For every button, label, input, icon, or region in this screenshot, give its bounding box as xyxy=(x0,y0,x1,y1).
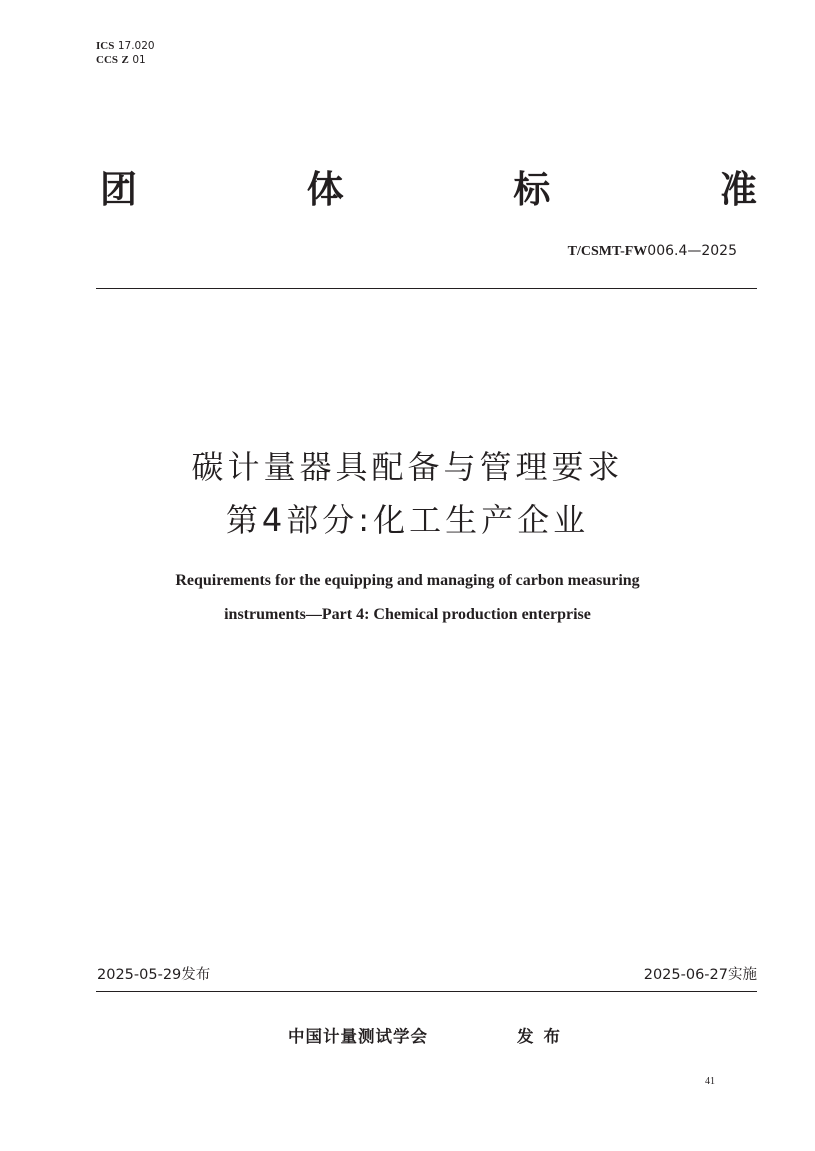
standard-number xyxy=(568,242,737,261)
footer-divider xyxy=(96,991,757,992)
standard-type-char: 准 xyxy=(719,168,757,211)
header-divider xyxy=(96,288,757,289)
publish-label: 发布 xyxy=(517,1027,570,1046)
english-title-line-2: instruments—Part 4: Chemical production enterprise xyxy=(224,606,591,623)
standard-type-char: 标 xyxy=(513,168,551,211)
ccs-code xyxy=(96,53,155,67)
standard-type-char: 体 xyxy=(306,168,344,211)
page-number: 41 xyxy=(705,1076,715,1087)
publisher-name: 中国计量测试学会 xyxy=(288,1027,428,1046)
ccs-label: CCS xyxy=(96,54,119,66)
chinese-title-line-1: 碳计量器具配备与管理要求 xyxy=(191,448,624,486)
ccs-letter: Z xyxy=(121,54,129,66)
implementation-date: 2025-06-27实施 xyxy=(643,967,757,983)
chinese-title-line-2: 第4部分:化工生产企业 xyxy=(225,501,590,539)
issue-date: 2025-05-29发布 xyxy=(97,967,211,983)
standard-number-suffix: 006.4—2025 xyxy=(647,243,737,259)
ics-value: 17.020 xyxy=(117,40,155,52)
ics-code xyxy=(96,39,155,53)
standard-type-char: 团 xyxy=(100,168,137,211)
ics-label: ICS xyxy=(96,40,115,52)
standard-type-heading xyxy=(100,166,757,214)
classification-codes xyxy=(96,39,155,67)
ccs-value: 01 xyxy=(132,54,146,66)
standard-number-prefix: T/CSMT-FW xyxy=(567,244,648,259)
english-title-line-1: Requirements for the equipping and managing of carbon measuring xyxy=(175,572,640,589)
